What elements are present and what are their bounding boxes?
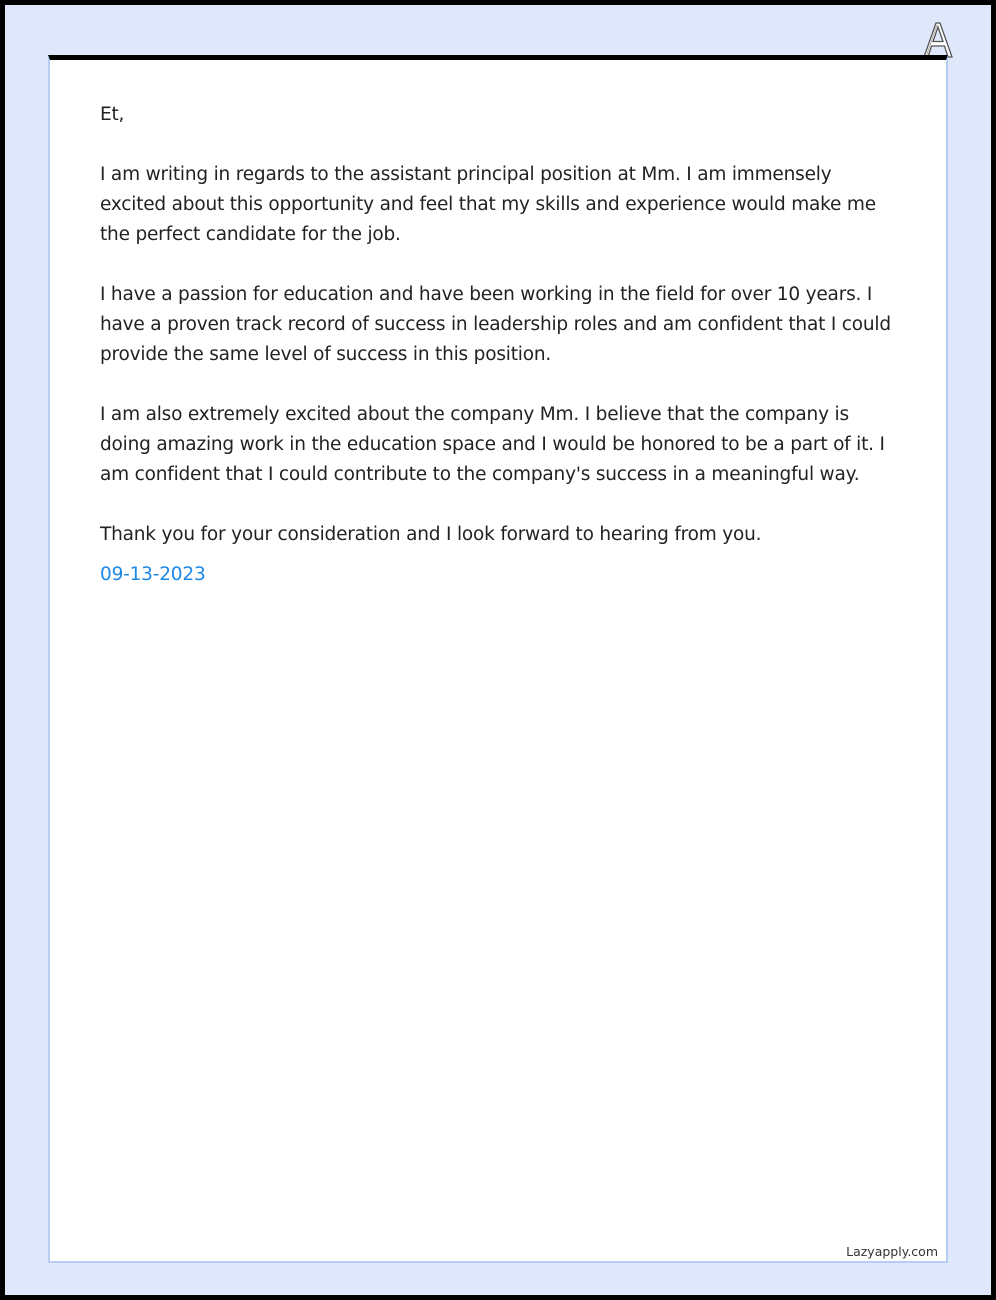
salutation: Et, <box>100 104 125 125</box>
cover-letter-page <box>48 55 948 1263</box>
outlined-letter-a-logo-icon <box>920 19 956 59</box>
document-frame <box>5 5 991 1295</box>
closing-line: Thank you for your consideration and I look forward to hearing from you. <box>100 524 762 545</box>
letter-body <box>100 100 900 590</box>
paragraph-3: I am also extremely excited about the company Mm. I believe that the company is doing amazing work in the education space and I would be honored to be a part of it. I am confident that I could contribute to the company's success in a meaningful way. <box>100 404 885 485</box>
letter-date: 09-13-2023 <box>100 564 206 585</box>
paragraph-1: I am writing in regards to the assistant principal position at Mm. I am immensely excited about this opportunity and feel that my skills and experience would make me the perfect candidate for the job. <box>100 164 876 245</box>
paragraph-2: I have a passion for education and have been working in the field for over 10 years. I have a proven track record of success in leadership roles and am confident that I could provide the same level of success in this position. <box>100 284 891 365</box>
footer-brand: Lazyapply.com <box>846 1244 938 1259</box>
